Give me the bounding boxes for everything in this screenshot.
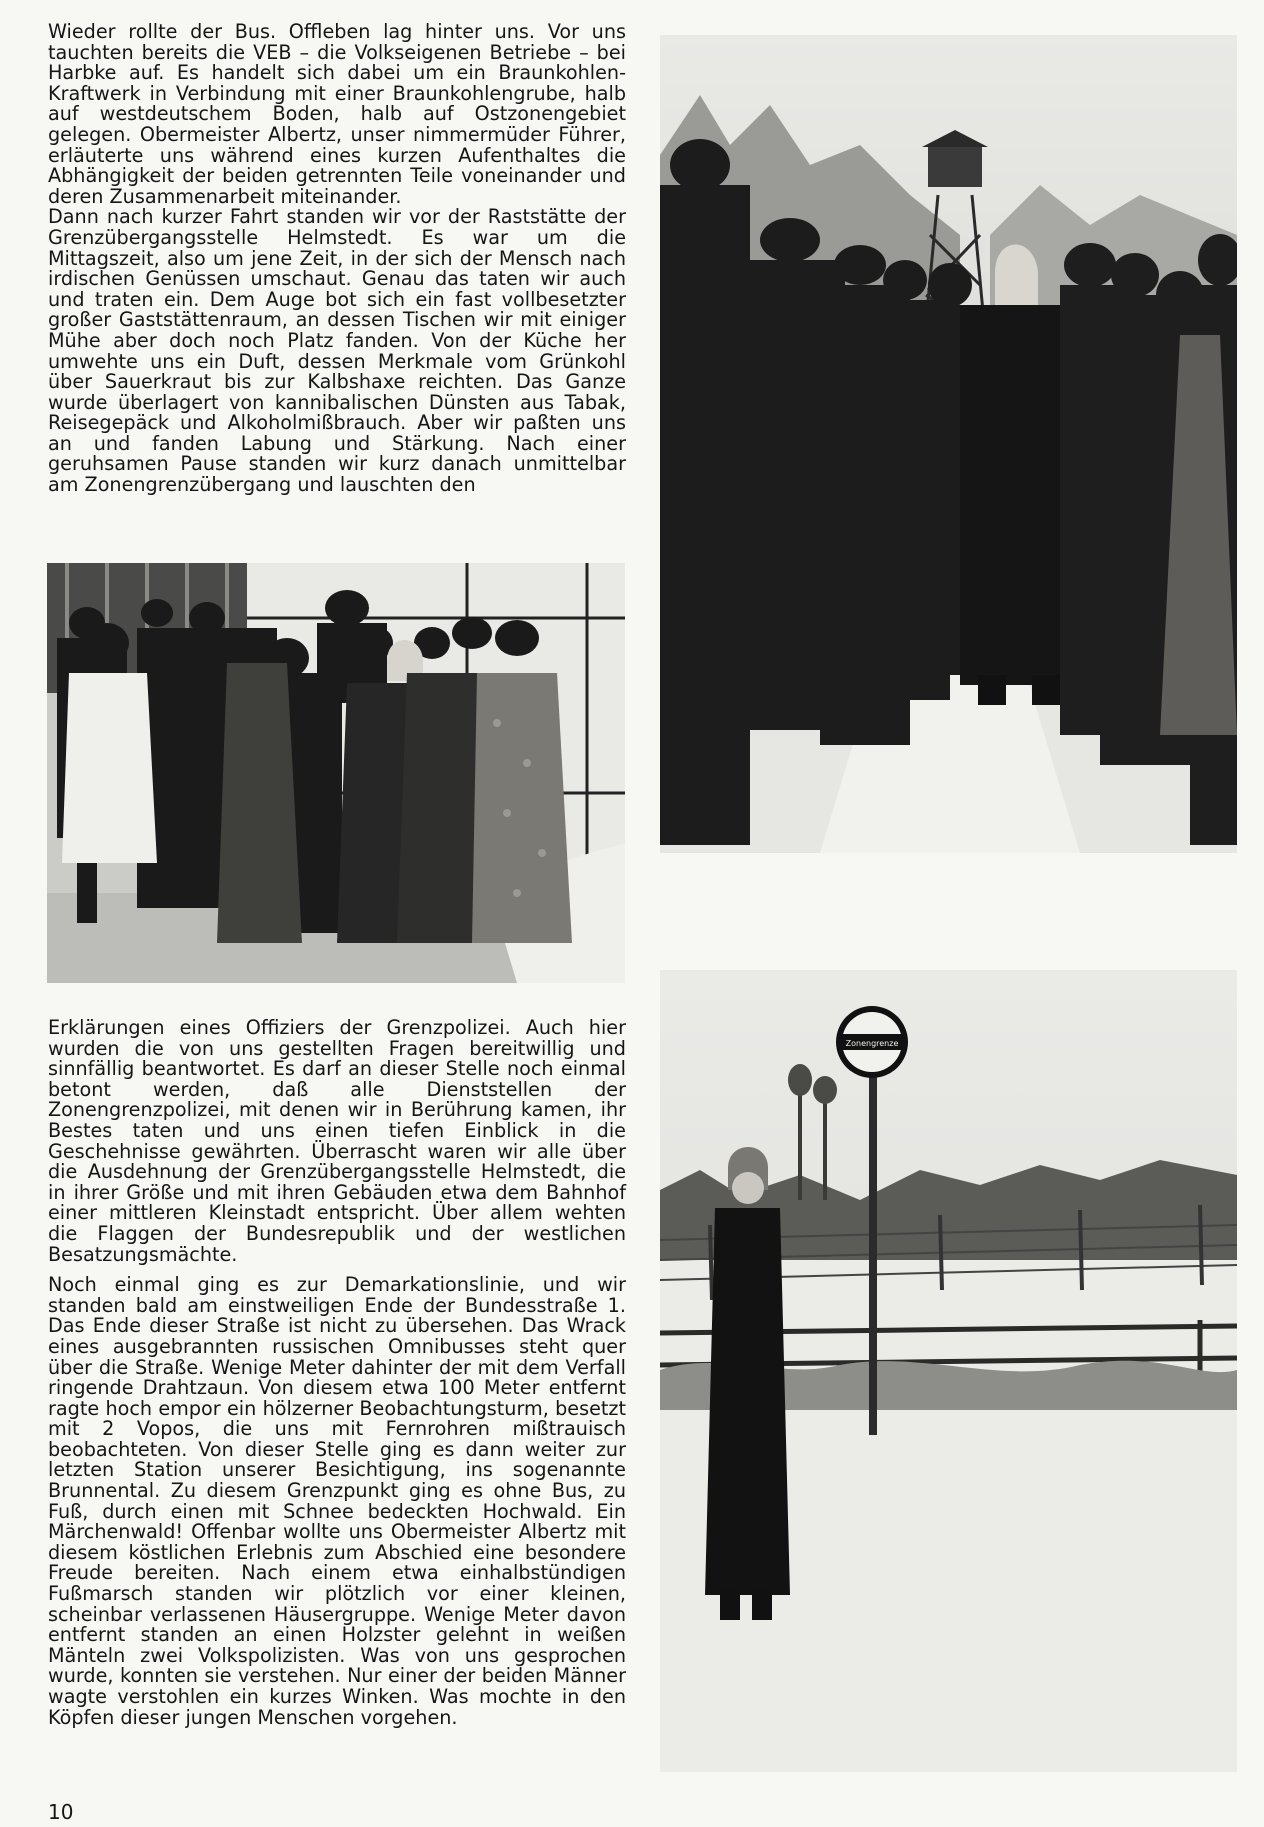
paragraph: Erklärungen eines Offiziers der Grenzpolizei. Auch hier wurden die von uns gestellten Fragen bereitwillig und sinnfällig beantwortet. Es darf an dieser Stelle noch einmal betont werden, daß alle Dienststellen der Zonengrenzpolizei, mit denen wir in Berührung kamen, ihr Bestes taten und uns einen tiefen Einblick in die Geschehnisse gewährten. Überrascht waren wir alle über die Ausdehnung der Grenzübergangsstelle Helmstedt, die in ihrer Größe und mit ihren Gebäuden etwa dem Bahnhof einer mittleren Kleinstadt entspricht. Über allem wehten die Flaggen der Bundesrepublik und der westlichen Besatzungsmächte. — [48, 1016, 626, 1266]
photo-group-at-border-building — [47, 563, 625, 983]
article-column-bottom — [48, 1018, 626, 1728]
zone-border-sign-text: Zonengrenze — [845, 1039, 899, 1048]
article-column-top — [48, 22, 626, 496]
paragraph: Noch einmal ging es zur Demarkationslinie, und wir standen bald am einstweiligen Ende der Bundesstraße 1. Das Ende dieser Straße ist nicht zu übersehen. Das Wrack eines ausgebrannten russischen Omnibusses steht quer über die Straße. Wenige Meter dahinter der mit dem Verfall ringende Drahtzaun. Von diesem etwa 100 Meter entfernt ragte hoch empor ein hölzerner Beobachtungsturm, besetzt mit 2 Vopos, die uns mit Fernrohren mißtrauisch beobachteten. Von dieser Stelle ging es dann weiter zur letzten Station unserer Besichtigung, ins sogenannte Brunnental. Zu diesem Grenzpunkt ging es ohne Bus, zu Fuß, durch einen mit Schnee bedeckten Hochwald. Ein Märchenwald! Offenbar wollte uns Obermeister Albertz mit diesem köstlichen Erlebnis zum Abschied eine besondere Freude bereiten. Nach einem etwa einhalbstündigen Fußmarsch standen wir plötzlich vor einer kleinen, scheinbar verlassenen Häusergruppe. Wenige Meter davon entfernt standen an einen Holzster gelehnt in weißen Mänteln zwei Volkspolizisten. Was von uns gesprochen wurde, konnten sie verstehen. Nur einer der beiden Männer wagte verstohlen ein kurzes Winken. Was mochte in den Köpfen dieser jungen Menschen vorgehen. — [48, 1273, 626, 1729]
photo-group-at-watchtower — [660, 35, 1237, 853]
paragraph: Dann nach kurzer Fahrt standen wir vor der Raststätte der Grenzübergangsstelle Helmstedt. Es war um die Mittagszeit, also um jene Zeit, in der sich der Mensch nach irdischen Genüssen umschaut. Genau das taten wir auch und traten ein. Dem Auge bot sich ein fast vollbesetzter großer Gaststättenraum, an dessen Tischen wir mit einiger Mühe aber doch noch Platz fanden. Von der Küche her umwehte uns ein Duft, dessen Merkmale vom Grünkohl über Sauerkraut bis zur Kalbshaxe reichten. Das Ganze wurde überlagert von kannibalischen Dünsten aus Tabak, Reisegepäck und Alkoholmißbrauch. Aber wir paßten uns an und fanden Labung und Stärkung. Nach einer geruhsamen Pause standen wir kurz danach unmittelbar am Zonengrenzübergang und lauschten den — [48, 205, 626, 497]
photo-man-at-zonengrenze-sign — [660, 970, 1237, 1772]
paragraph: Wieder rollte der Bus. Offleben lag hinter uns. Vor uns tauchten bereits die VEB – die Volkseigenen Betriebe – bei Harbke auf. Es handelt sich dabei um ein Braunkohlen-Kraftwerk in Verbindung mit einer Braunkohlengrube, halb auf westdeutschem Boden, halb auf Ostzonengebiet gelegen. Obermeister Albertz, unser nimmermüder Führer, erläuterte uns während eines kurzen Aufenthaltes die Abhängigkeit der beiden getrennten Teile voneinander und deren Zusammenarbeit miteinander. — [48, 20, 626, 208]
page-number: 10 — [48, 1800, 74, 1824]
